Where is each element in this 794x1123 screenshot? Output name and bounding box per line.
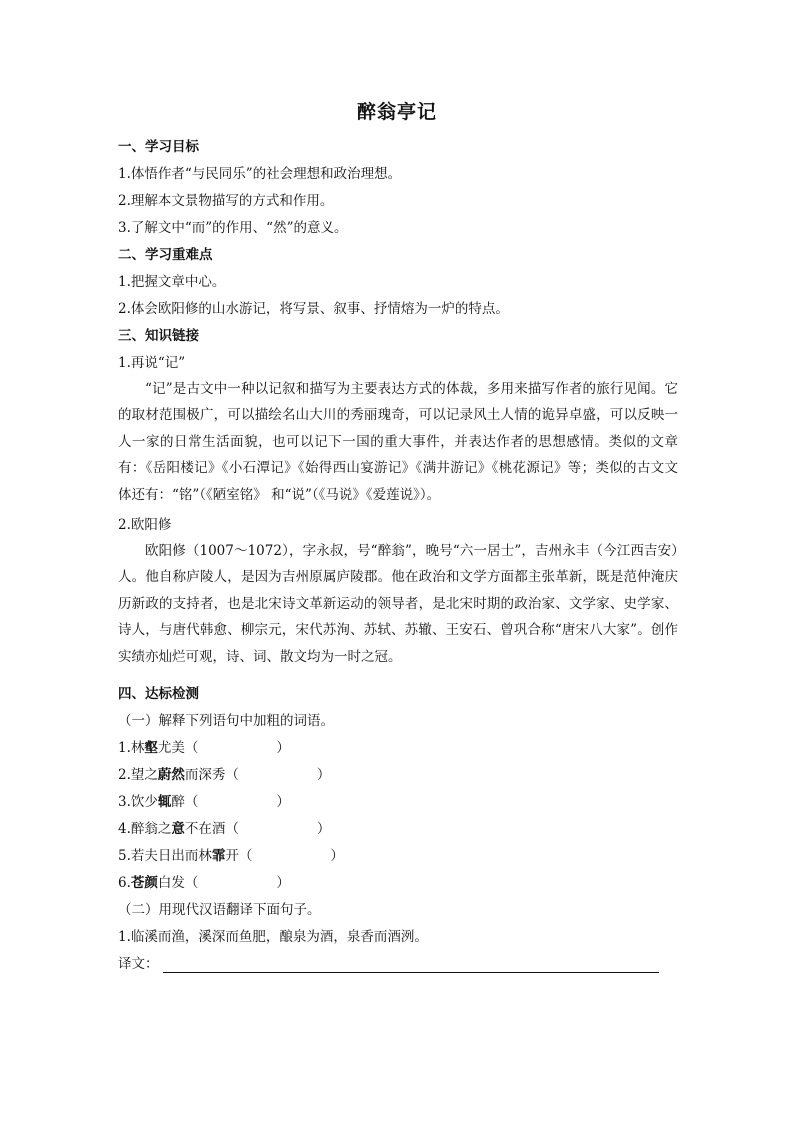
translation-label: 译文： xyxy=(118,956,159,972)
knowledge-subtitle-ouyangxiu: 2.欧阳修 xyxy=(118,517,172,533)
knowledge-subtitle-ji: 1.再说“记” xyxy=(118,355,186,371)
vocab-question: 3.饮少辄醉（ ） xyxy=(118,794,290,810)
bold-word: 苍颜 xyxy=(130,875,158,891)
section-heading-knowledge: 三、知识链接 xyxy=(118,328,199,344)
difficulty-item: 1.把握文章中心。 xyxy=(118,274,226,290)
section-heading-goals: 一、学习目标 xyxy=(118,139,199,155)
vocab-question: 4.醉翁之意不在酒（ ） xyxy=(118,821,331,837)
translation-answer-row xyxy=(118,955,659,973)
bold-word: 霏 xyxy=(211,848,226,864)
difficulty-item: 2.体会欧阳修的山水游记，将写景、叙事、抒情熔为一炉的特点。 xyxy=(118,301,509,317)
vocab-question: 5.若夫日出而林霏开（ ） xyxy=(118,848,344,864)
knowledge-paragraph-ji: “记”是古文中一种以记叙和描写为主要表达方式的体裁，多用来描写作者的旅行见闻。它的取材范围极广，可以描绘名山大川的秀丽瑰奇，可以记录风土人情的诡异卓盛，可以反映一人一家的日常生活面貌，也可以记下一国的重大事件，并表达作者的思想感情。类似的文章有：《岳阳楼记》《小石潭记》《始得西山宴游记》《满井游记》《桃花源记》等；类似的古文文体还有：“铭”（《陋室铭》 和“说”（《马说》《爱莲说》）。 xyxy=(118,381,678,503)
section-heading-difficulties: 二、学习重难点 xyxy=(118,247,213,263)
test-part1-title: （一）解释下列语句中加粗的词语。 xyxy=(118,713,334,729)
translation-answer-line[interactable] xyxy=(163,958,659,973)
bold-word: 壑 xyxy=(144,740,158,756)
vocab-question: 2.望之蔚然而深秀（ ） xyxy=(118,767,331,783)
bold-word: 蔚然 xyxy=(157,767,185,783)
section-heading-test: 四、达标检测 xyxy=(118,686,199,702)
translation-question: 1.临溪而渔，溪深而鱼肥，酿泉为酒，泉香而酒洌。 xyxy=(118,929,428,945)
goal-item: 1.体悟作者“与民同乐”的社会理想和政治理想。 xyxy=(118,166,402,182)
test-part2-title: （二）用现代汉语翻译下面句子。 xyxy=(118,902,321,918)
goal-item: 2.理解本文景物描写的方式和作用。 xyxy=(118,193,334,209)
bold-word: 辄 xyxy=(157,794,172,810)
bold-word: 意 xyxy=(171,821,185,837)
knowledge-paragraph-ouyangxiu: 欧阳修（1007～1072），字永叔，号“醉翁”，晚号“六一居士”，吉州永丰（今江西吉安）人。他自称庐陵人，是因为吉州原属庐陵郡。他在政治和文学方面都主张革新，既是范仲淹庆历新政的支持者，也是北宋诗文革新运动的领导者，是北宋时期的政治家、文学家、史学家、诗人，与唐代韩愈、柳宗元，宋代苏洵、苏轼、苏辙、王安石、曾巩合称“唐宋八大家”。创作实绩亦灿烂可观，诗、词、散文均为一时之冠。 xyxy=(118,543,678,665)
goal-item: 3.了解文中“而”的作用、“然”的意义。 xyxy=(118,220,348,236)
vocab-question: 1.林壑尤美（ ） xyxy=(118,740,290,756)
vocab-question: 6.苍颜白发（ ） xyxy=(118,875,290,891)
page-title: 醉翁亭记 xyxy=(356,101,437,123)
